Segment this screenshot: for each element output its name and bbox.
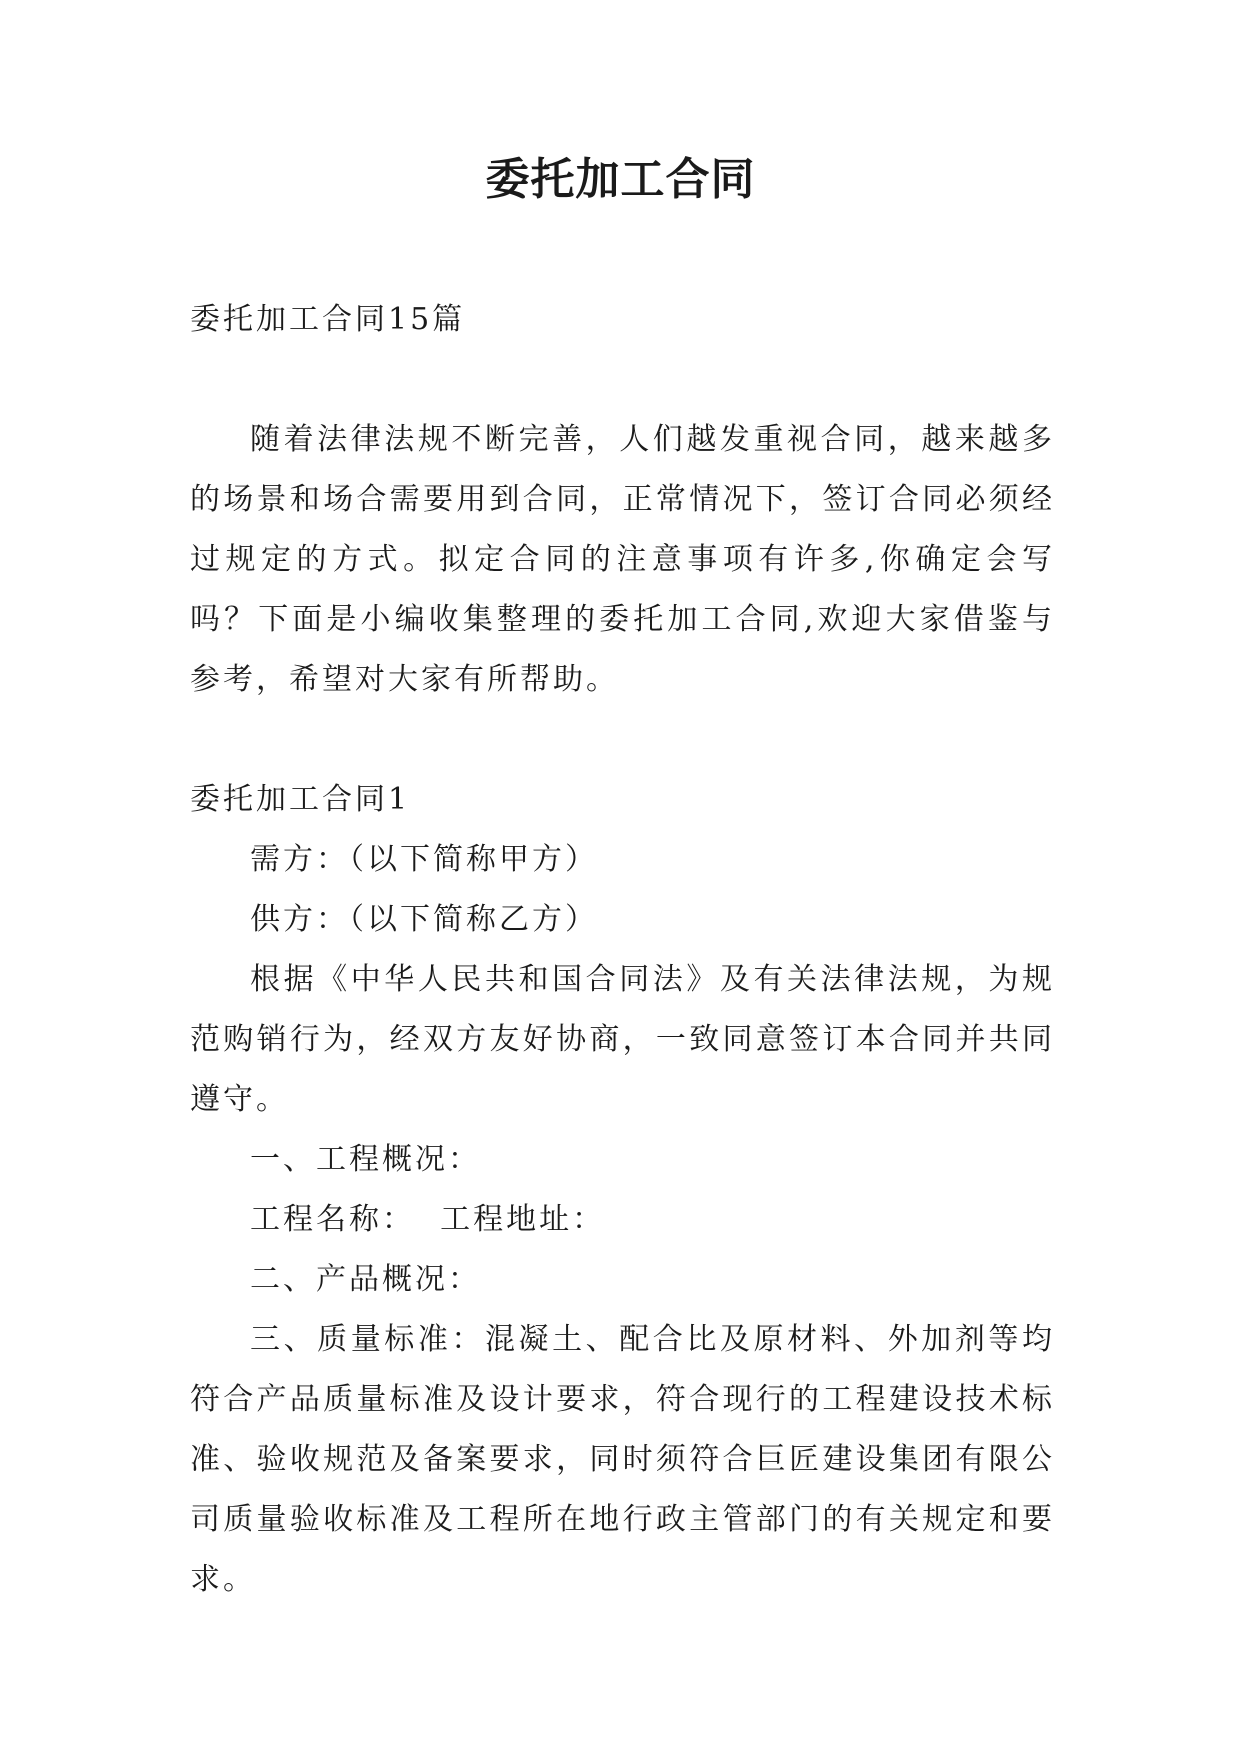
document-title: 委托加工合同 xyxy=(485,154,756,205)
paragraph-project-name: 工程名称： 工程地址： xyxy=(250,1202,606,1237)
paragraph-quality-standard: 三、质量标准：混凝土、配合比及原材料、外加剂等均符合产品质量标准及设计要求，符合现行的工程建设技术标准、验收规范及备案要求，同时须符合巨匠建设集团有限公司质量验收标准及工程所在地行政主管部门的有关规定和要求。 xyxy=(190,1322,1055,1597)
paragraph-product-overview: 二、产品概况： xyxy=(250,1262,481,1297)
document-subtitle: 委托加工合同15篇 xyxy=(190,302,466,337)
paragraph-project-overview: 一、工程概况： xyxy=(250,1142,481,1177)
paragraph-legal-basis: 根据《中华人民共和国合同法》及有关法律法规，为规范购销行为，经双方友好协商，一致同意签订本合同并共同遵守。 xyxy=(190,962,1055,1117)
paragraph-supplier: 供方：（以下简称乙方） xyxy=(250,902,598,937)
section-title: 委托加工合同1 xyxy=(190,782,411,817)
document-body xyxy=(190,290,1055,1610)
paragraph-buyer: 需方：（以下简称甲方） xyxy=(250,842,598,877)
intro-paragraph: 随着法律法规不断完善，人们越发重视合同，越来越多的场景和场合需要用到合同，正常情况下，签订合同必须经过规定的方式。拟定合同的注意事项有许多,你确定会写吗？下面是小编收集整理的委托加工合同,欢迎大家借鉴与参考，希望对大家有所帮助。 xyxy=(190,422,1055,697)
